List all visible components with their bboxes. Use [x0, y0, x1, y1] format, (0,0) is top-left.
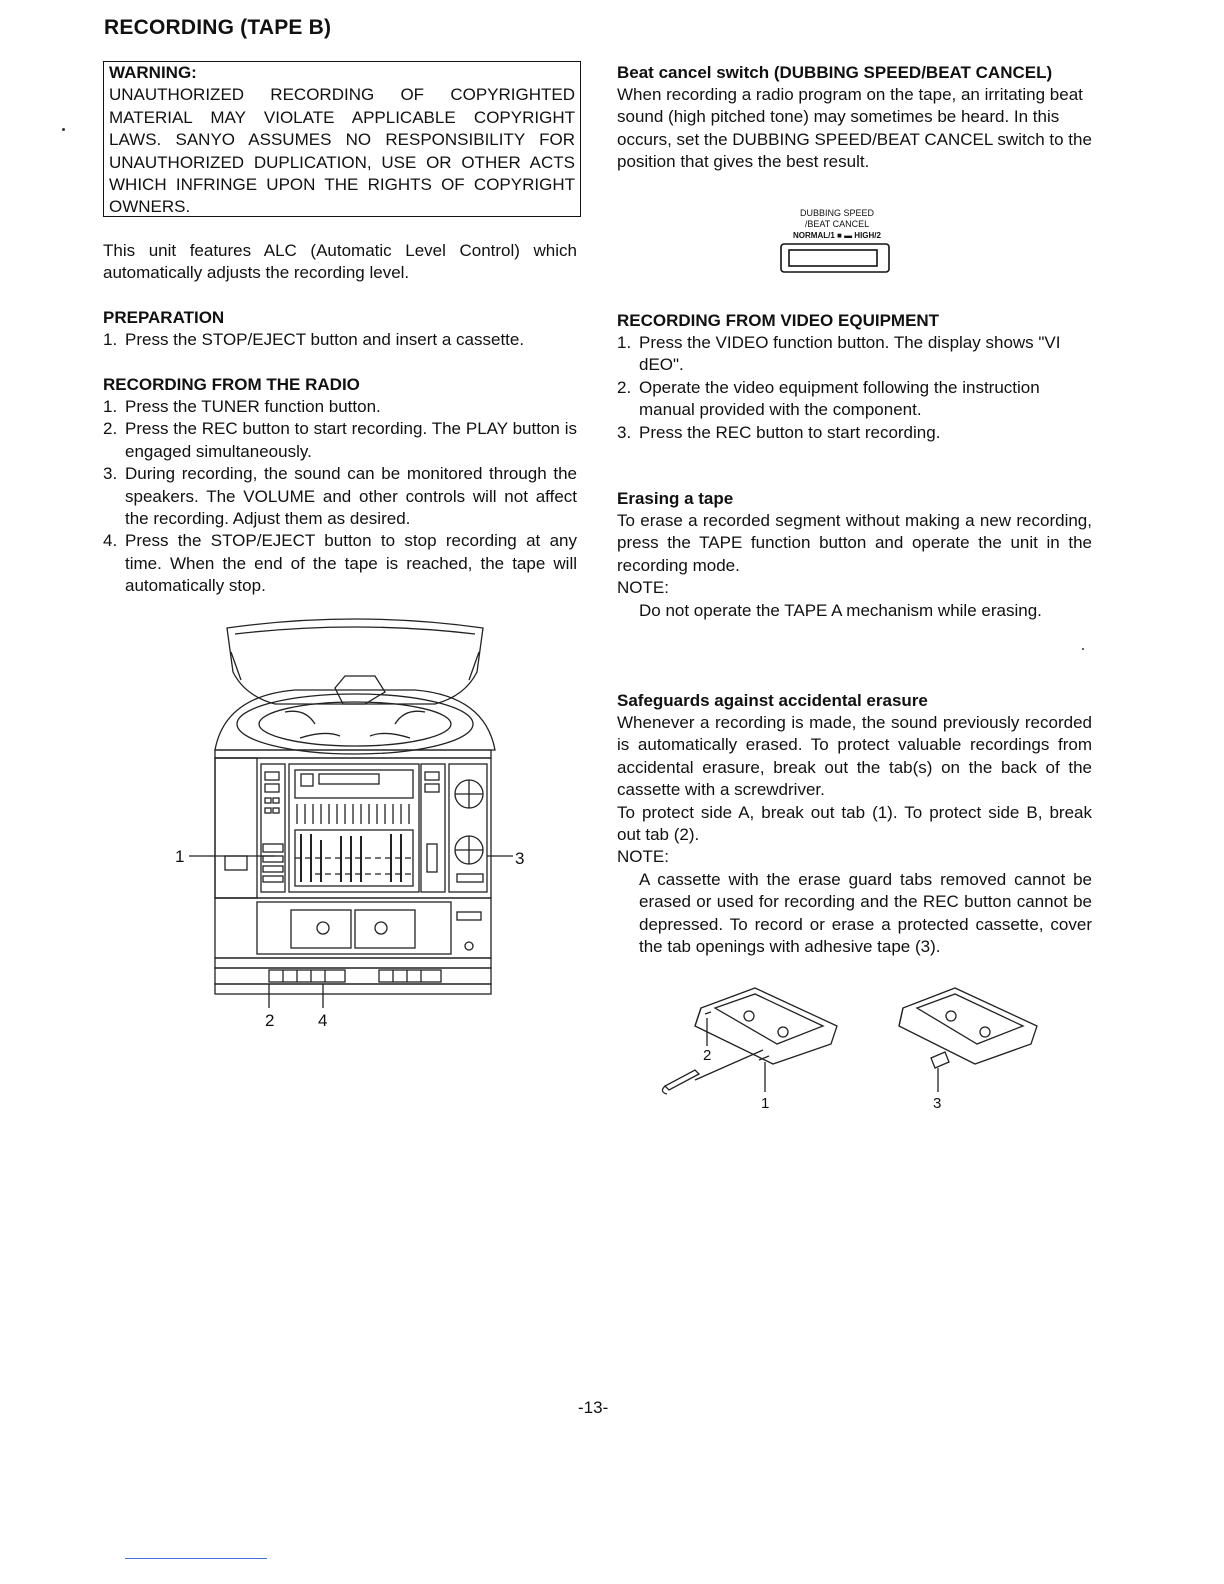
list-item: 3. Press the REC button to start recording.	[617, 422, 941, 442]
safeguards-note: A cassette with the erase guard tabs removed cannot be erased or used for recording and the REC button cannot be depressed. To record or erase a protected cassette, cover the tab openings with adhesive tape (3).	[639, 869, 1092, 957]
cassette-tabs-illustration	[655, 982, 1055, 1112]
beat-cancel-heading: Beat cancel switch (DUBBING SPEED/BEAT CANCEL)	[617, 63, 1053, 82]
warning-body: UNAUTHORIZED RECORDING OF COPYRIGHTED MATERIAL MAY VIOLATE APPLICABLE COPYRIGHT LAWS. SANYO ASSUMES NO RESPONSIBILITY FOR UNAUTHORIZED DUPLICATION, USE OR OTHER ACTS WHICH INFRINGE UPON THE RIGHTS OF COPYRIGHT OWNERS.	[109, 85, 575, 217]
stereo-system-illustration	[165, 612, 545, 1032]
callout-1: 1	[175, 847, 185, 866]
radio-steps	[103, 396, 577, 598]
erasing-section	[617, 488, 1092, 622]
scan-speck	[62, 128, 65, 131]
callout-3: 3	[515, 849, 525, 868]
warning-box	[103, 61, 581, 217]
switch-label-line2: /BEAT CANCEL	[804, 219, 870, 229]
page-number: -13-	[578, 1398, 609, 1417]
cassette-callout-2: 2	[703, 1047, 712, 1064]
radio-heading: RECORDING FROM THE RADIO	[103, 375, 360, 394]
list-item: 1. Press the VIDEO function button. The display shows "VI dEO".	[617, 333, 1061, 375]
video-heading: RECORDING FROM VIDEO EQUIPMENT	[617, 311, 940, 330]
list-item: 3. During recording, the sound can be monitored through the speakers. The VOLUME and other controls will not affect the recording. Adjust them as desired.	[103, 464, 577, 529]
erasing-note: Do not operate the TAPE A mechanism while erasing.	[639, 600, 1042, 620]
erasing-note-label: NOTE:	[617, 578, 669, 598]
list-item: 1. Press the STOP/EJECT button and insert a cassette.	[103, 330, 525, 349]
list-item: 1. Press the TUNER function button.	[103, 397, 381, 416]
page-title: RECORDING (TAPE B)	[104, 16, 332, 39]
switch-label-line1: DUBBING SPEED	[799, 208, 875, 218]
beat-cancel-body: When recording a radio program on the tape, an irritating beat sound (high pitched tone) may sometimes be heard. In this occurs, set the DUBBING SPEED/BEAT CANCEL switch to the position that gives the best result.	[617, 85, 1092, 172]
warning-title: WARNING:	[109, 63, 197, 82]
preparation-section	[103, 307, 577, 351]
scan-speck	[1082, 648, 1084, 650]
list-item: 2. Operate the video equipment following the instruction manual provided with the component.	[617, 377, 1040, 420]
footer-rule	[125, 1558, 267, 1559]
beat-cancel-section	[617, 62, 1092, 174]
callout-4: 4	[318, 1011, 328, 1030]
cassette-callout-1: 1	[761, 1095, 770, 1112]
erasing-body: To erase a recorded segment without making a new recording, press the TAPE function button and operate the unit in the recording mode.	[617, 511, 1092, 575]
preparation-steps	[103, 329, 577, 351]
safeguards-heading: Safeguards against accidental erasure	[617, 691, 928, 710]
alc-intro: This unit features ALC (Automatic Level Control) which automatically adjusts the recording level.	[103, 241, 577, 283]
dubbing-speed-switch-diagram	[777, 204, 897, 274]
safeguards-note-label: NOTE:	[617, 847, 669, 867]
switch-label-line3: NORMAL/1 ■ ▬ HIGH/2	[793, 231, 881, 240]
preparation-heading: PREPARATION	[103, 308, 225, 327]
safeguards-body: Whenever a recording is made, the sound previously recorded is automatically erased. To protect valuable recordings from accidental erasure, break out the tab(s) on the back of the cassette with a screwdriver.	[617, 713, 1092, 800]
video-section	[617, 310, 1092, 444]
video-steps	[617, 332, 1092, 444]
list-item: 4. Press the STOP/EJECT button to stop recording at any time. When the end of the tape is reached, the tape will automatically stop.	[103, 531, 577, 596]
safeguards-section	[617, 690, 1092, 958]
cassette-callout-3: 3	[933, 1095, 942, 1112]
callout-2: 2	[265, 1011, 275, 1030]
erasing-heading: Erasing a tape	[617, 489, 734, 508]
safeguards-body-2: To protect side A, break out tab (1). To protect side B, break out tab (2).	[617, 802, 1092, 845]
list-item: 2. Press the REC button to start recording. The PLAY button is engaged simultaneously.	[103, 419, 577, 461]
radio-section	[103, 374, 577, 598]
